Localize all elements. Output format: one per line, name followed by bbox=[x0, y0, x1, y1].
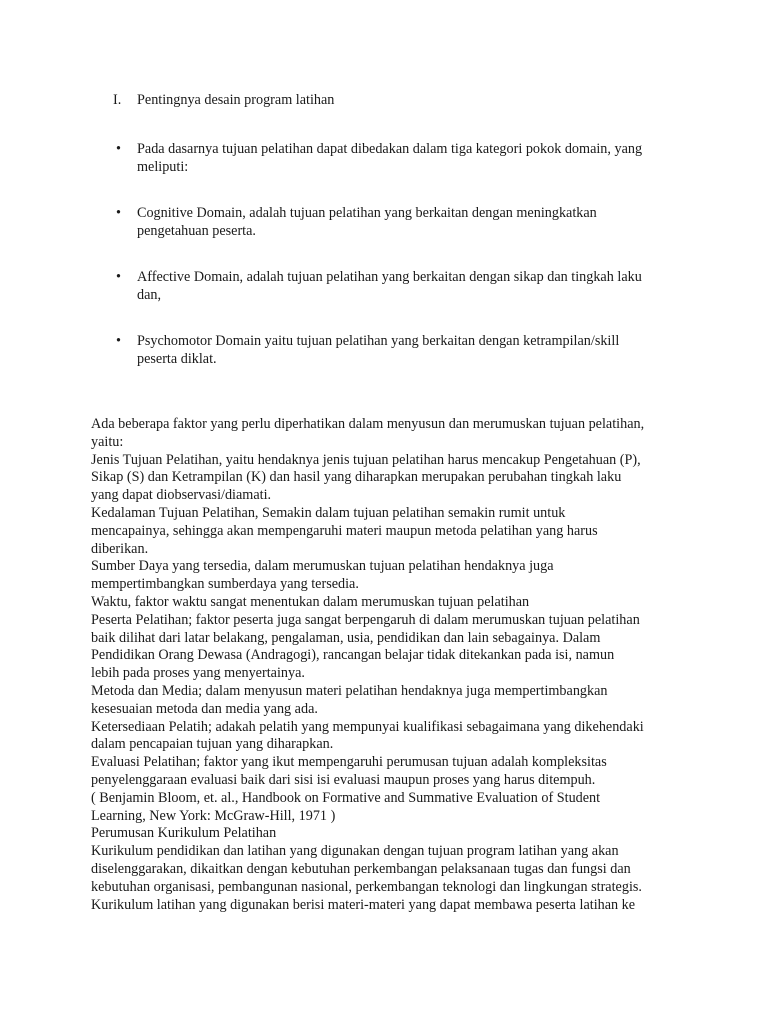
text-line: kebutuhan organisasi, pembangunan nasional, perkembangan teknologi dan lingkungan strategis. bbox=[91, 878, 642, 895]
text-line: Waktu, faktor waktu sangat menentukan dalam merumuskan tujuan pelatihan bbox=[91, 593, 530, 610]
bullet-line: pengetahuan peserta. bbox=[137, 223, 256, 239]
text-line: diberikan. bbox=[91, 540, 149, 557]
bullet-line: Psychomotor Domain yaitu tujuan pelatihan yang berkaitan dengan ketrampilan/skill bbox=[137, 333, 620, 349]
bullet-icon: • bbox=[116, 333, 121, 349]
section-number: I. bbox=[113, 92, 122, 108]
text-line: Ketersediaan Pelatih; adakah pelatih yang mempunyai kualifikasi sebagaimana yang dikehendaki bbox=[91, 718, 644, 735]
text-line: dalam pencapaian tujuan yang diharapkan. bbox=[91, 736, 334, 753]
text-line: lebih pada proses yang menyertainya. bbox=[91, 665, 305, 682]
text-line: Sumber Daya yang tersedia, dalam merumuskan tujuan pelatihan hendaknya juga bbox=[91, 558, 554, 575]
text-line: diselenggarakan, dikaitkan dengan kebutuhan perkembangan pelaksanaan tugas dan fungsi dan bbox=[91, 860, 631, 877]
bullet-line: Pada dasarnya tujuan pelatihan dapat dibedakan dalam tiga kategori pokok domain, yang bbox=[137, 141, 643, 157]
bullet-line: meliputi: bbox=[137, 159, 189, 175]
text-line: Peserta Pelatihan; faktor peserta juga sangat berpengaruh di dalam merumuskan tujuan pelatihan bbox=[91, 611, 640, 628]
text-line: Metoda dan Media; dalam menyusun materi pelatihan hendaknya juga mempertimbangkan bbox=[91, 682, 608, 699]
text-line: mencapainya, sehingga akan mempengaruhi materi maupun metoda pelatihan yang harus bbox=[91, 522, 598, 539]
domain-bullet-list bbox=[113, 140, 693, 396]
text-line: mempertimbangkan sumberdaya yang tersedia. bbox=[91, 576, 359, 593]
text-line: ( Benjamin Bloom, et. al., Handbook on Formative and Summative Evaluation of Student bbox=[91, 789, 601, 806]
section-title: Pentingnya desain program latihan bbox=[137, 92, 335, 108]
bullet-line: Affective Domain, adalah tujuan pelatihan yang berkaitan dengan sikap dan tingkah laku bbox=[137, 269, 642, 285]
text-line: Jenis Tujuan Pelatihan, yaitu hendaknya jenis tujuan pelatihan harus mencakup Pengetahuan (P), bbox=[91, 451, 641, 468]
text-line: Pendidikan Orang Dewasa (Andragogi), rancangan belajar tidak ditekankan pada isi, namun bbox=[91, 647, 615, 664]
text-line: penyelenggaraan evaluasi baik dari sisi isi evaluasi maupun proses yang harus ditempuh. bbox=[91, 771, 596, 788]
section-heading bbox=[113, 91, 334, 109]
text-line: baik dilihat dari latar belakang, pengalaman, usia, pendidikan dan lain sebagainya. Dalam bbox=[91, 629, 601, 646]
text-line: Kurikulum pendidikan dan latihan yang digunakan dengan tujuan program latihan yang akan bbox=[91, 843, 619, 860]
bullet-icon: • bbox=[116, 269, 121, 285]
text-line: Kurikulum latihan yang digunakan berisi materi-materi yang dapat membawa peserta latihan ke bbox=[91, 896, 636, 913]
body-paragraphs bbox=[91, 416, 691, 914]
text-line: Sikap (S) dan Ketrampilan (K) dan hasil yang diharapkan merupakan perubahan tingkah laku bbox=[91, 469, 622, 486]
bullet-icon: • bbox=[116, 141, 121, 157]
text-line: Evaluasi Pelatihan; faktor yang ikut mempengaruhi perumusan tujuan adalah kompleksitas bbox=[91, 754, 607, 771]
text-line: Learning, New York: McGraw-Hill, 1971 ) bbox=[91, 807, 336, 824]
text-line: yaitu: bbox=[91, 433, 124, 450]
bullet-item bbox=[113, 140, 693, 176]
text-line: kesesuaian metoda dan media yang ada. bbox=[91, 700, 318, 717]
text-line: Ada beberapa faktor yang perlu diperhatikan dalam menyusun dan merumuskan tujuan pelatihan, bbox=[91, 416, 645, 432]
bullet-item bbox=[113, 332, 693, 368]
text-line: Perumusan Kurikulum Pelatihan bbox=[91, 825, 277, 842]
bullet-line: Cognitive Domain, adalah tujuan pelatihan yang berkaitan dengan meningkatkan bbox=[137, 205, 597, 221]
text-line: Kedalaman Tujuan Pelatihan, Semakin dalam tujuan pelatihan semakin rumit untuk bbox=[91, 504, 566, 521]
bullet-line: dan, bbox=[137, 287, 162, 303]
bullet-line: peserta diklat. bbox=[137, 351, 217, 367]
bullet-item bbox=[113, 268, 693, 304]
bullet-item bbox=[113, 204, 693, 240]
bullet-icon: • bbox=[116, 205, 121, 221]
text-line: yang dapat diobservasi/diamati. bbox=[91, 487, 272, 504]
